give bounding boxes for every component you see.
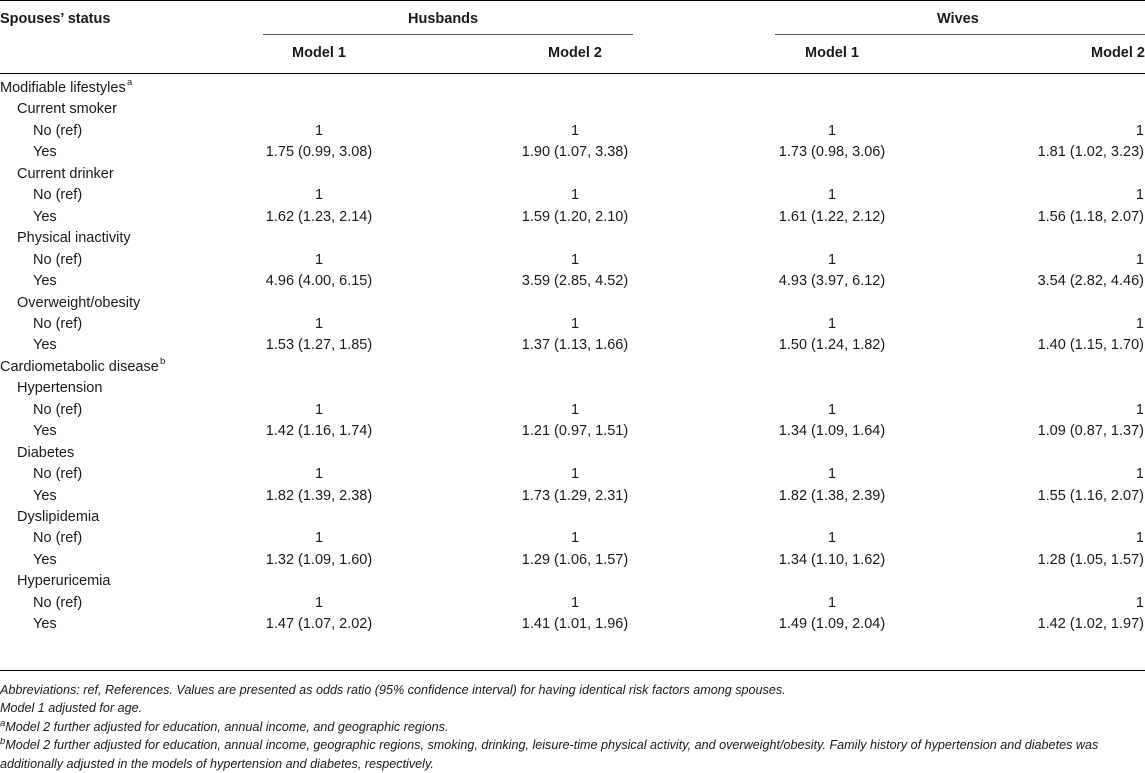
note-a-text: Model 2 further adjusted for education, annual income, and geographic regions. — [5, 719, 449, 734]
husbands-model2-cell: 1 — [570, 401, 580, 418]
row-label: Overweight/obesity — [17, 294, 141, 311]
wives-model2-cell: 1.56 (1.18, 2.07) — [1037, 208, 1144, 225]
group-row — [0, 228, 1145, 249]
row-label: Yes — [33, 144, 57, 161]
wives-model2-cell: 1.81 (1.02, 3.23) — [1037, 144, 1144, 161]
wives-model1-cell: 4.93 (3.97, 6.12) — [778, 273, 886, 290]
wives-model2-cell: 1 — [1135, 466, 1144, 483]
wives-model2-cell: 1 — [1135, 530, 1144, 547]
husbands-model2-cell: 1 — [570, 466, 580, 483]
row-label: No (ref) — [33, 122, 83, 139]
wives-model2-cell: 1.09 (0.87, 1.37) — [1037, 423, 1144, 440]
wives-model1-cell: 1.34 (1.10, 1.62) — [778, 551, 886, 568]
husbands-model2-cell: 1 — [570, 187, 580, 204]
husbands-model2-cell: 1 — [570, 594, 580, 611]
husbands-model2-cell: 3.59 (2.85, 4.52) — [521, 273, 629, 290]
husbands-model1-cell: 1.62 (1.23, 2.14) — [265, 208, 373, 225]
wives-model2-cell: 1 — [1135, 187, 1144, 204]
wives-model1-cell: 1 — [827, 401, 837, 418]
wives-model1-cell: 1.73 (0.98, 3.06) — [778, 144, 886, 161]
wives-model1-cell: 1.34 (1.09, 1.64) — [778, 423, 886, 440]
row-label: No (ref) — [33, 401, 83, 418]
table-row — [0, 400, 1145, 421]
note-a — [0, 718, 1145, 736]
husbands-model2-cell: 1.37 (1.13, 1.66) — [521, 337, 629, 354]
wives-model2-cell: 1 — [1135, 315, 1144, 332]
section-row: Modifiable lifestyles a — [0, 78, 1145, 99]
wives-model1-header: Model 1 — [805, 45, 859, 61]
husbands-model2-header: Model 2 — [548, 45, 602, 61]
wives-model2-cell: 1 — [1135, 251, 1144, 268]
row-label: Physical inactivity — [17, 230, 131, 247]
group-row — [0, 293, 1145, 314]
row-label: Yes — [33, 551, 57, 568]
row-label: Dyslipidemia — [17, 509, 100, 525]
note-b-mark: b — [0, 736, 6, 748]
wives-model1-cell: 1 — [827, 466, 837, 483]
wives-model2-cell: 1.55 (1.16, 2.07) — [1037, 487, 1144, 504]
note-abbreviations: Abbreviations: ref, References. Values are presented as odds ratio (95% confidence interval) for having identical risk factors among spouses. — [0, 683, 786, 697]
row-label: Current drinker — [17, 165, 114, 182]
group-row — [0, 164, 1145, 185]
group-row — [0, 507, 1145, 528]
row-label: Yes — [33, 208, 57, 225]
wives-model1-cell: 1 — [827, 187, 837, 204]
husbands-model2-cell: 1 — [570, 530, 580, 547]
wives-model2-cell: 1.40 (1.15, 1.70) — [1037, 337, 1144, 354]
row-label: Yes — [33, 616, 57, 633]
husbands-model1-cell: 1 — [314, 530, 324, 547]
husbands-model1-header: Model 1 — [292, 45, 346, 61]
top-rule — [0, 0, 1145, 1]
row-label: No (ref) — [33, 466, 83, 483]
row-label: Hypertension — [17, 380, 103, 397]
header-bottom-rule — [0, 73, 1145, 74]
husbands-model1-cell: 1 — [314, 401, 324, 418]
wives-model2-header: Model 2 — [1091, 45, 1145, 61]
row-label: Cardiometabolic disease — [0, 358, 159, 375]
husbands-model1-cell: 4.96 (4.00, 6.15) — [265, 273, 373, 290]
wives-header: Wives — [937, 11, 979, 27]
husbands-model1-cell: 1 — [314, 187, 324, 204]
row-label-header: Spouses’ status — [0, 11, 111, 27]
row-label: No (ref) — [33, 315, 83, 332]
row-label: Current smoker — [17, 101, 117, 118]
row-label: No (ref) — [33, 594, 83, 611]
row-label: No (ref) — [33, 251, 83, 268]
husbands-model1-cell: 1 — [314, 251, 324, 268]
table-row — [0, 550, 1145, 571]
note-a-mark: a — [0, 717, 6, 729]
wives-model1-cell: 1.50 (1.24, 1.82) — [778, 337, 886, 354]
table-row — [0, 142, 1145, 163]
husbands-model1-cell: 1.82 (1.39, 2.38) — [265, 487, 373, 504]
table-footnotes — [0, 681, 1145, 773]
husbands-model1-cell: 1.32 (1.09, 1.60) — [265, 551, 373, 568]
table-row — [0, 121, 1145, 142]
husbands-model2-cell: 1.73 (1.29, 2.31) — [521, 487, 629, 504]
wives-model1-cell: 1.61 (1.22, 2.12) — [778, 208, 886, 225]
wives-model2-cell: 1.42 (1.02, 1.97) — [1037, 616, 1144, 633]
wives-model1-cell: 1 — [827, 122, 837, 139]
husbands-model2-cell: 1.41 (1.01, 1.96) — [521, 616, 629, 633]
husbands-model1-cell: 1 — [314, 466, 324, 483]
row-label: Yes — [33, 273, 57, 290]
wives-span-rule — [775, 34, 1145, 35]
wives-model1-cell: 1 — [827, 594, 837, 611]
husbands-model1-cell: 1.75 (0.99, 3.08) — [265, 144, 373, 161]
husbands-model2-cell: 1.90 (1.07, 3.38) — [521, 144, 629, 161]
table-row — [0, 250, 1145, 271]
husbands-model2-cell: 1.29 (1.06, 1.57) — [521, 551, 629, 568]
section-row: Cardiometabolic disease b — [0, 357, 1145, 378]
bottom-rule — [0, 670, 1145, 671]
table-row — [0, 314, 1145, 335]
wives-model1-cell: 1.82 (1.38, 2.39) — [778, 487, 886, 504]
row-label: Yes — [33, 487, 57, 504]
table-row — [0, 421, 1145, 442]
wives-model2-cell: 1 — [1135, 401, 1144, 418]
husbands-model2-cell: 1 — [570, 251, 580, 268]
wives-model2-cell: 1 — [1135, 594, 1144, 611]
group-row — [0, 378, 1145, 399]
row-label: Yes — [33, 337, 57, 354]
husbands-model1-cell: 1 — [314, 315, 324, 332]
husbands-model2-cell: 1 — [570, 315, 580, 332]
husbands-span-rule — [263, 34, 633, 35]
husbands-model1-cell: 1 — [314, 122, 324, 139]
table-row — [0, 207, 1145, 228]
wives-model2-cell: 3.54 (2.82, 4.46) — [1037, 273, 1144, 290]
table-row — [0, 486, 1145, 507]
wives-model1-cell: 1 — [827, 251, 837, 268]
note-b — [0, 736, 1145, 773]
row-label: No (ref) — [33, 187, 83, 204]
table-row — [0, 528, 1145, 549]
table-row — [0, 185, 1145, 206]
table-row — [0, 271, 1145, 292]
husbands-model1-cell: 1.47 (1.07, 2.02) — [265, 616, 373, 633]
table-row — [0, 464, 1145, 485]
wives-model2-cell: 1.28 (1.05, 1.57) — [1037, 551, 1144, 568]
wives-model1-cell: 1.49 (1.09, 2.04) — [778, 616, 886, 633]
husbands-model1-cell: 1 — [314, 594, 324, 611]
table-row — [0, 335, 1145, 356]
row-label: Modifiable lifestyles — [0, 80, 126, 96]
wives-model1-cell: 1 — [827, 530, 837, 547]
wives-model1-cell: 1 — [827, 315, 837, 332]
table-row — [0, 614, 1145, 635]
husbands-model2-cell: 1.59 (1.20, 2.10) — [521, 208, 629, 225]
husbands-header: Husbands — [408, 11, 479, 27]
table-row — [0, 593, 1145, 614]
wives-model2-cell: 1 — [1135, 122, 1144, 139]
row-label: Hyperuricemia — [17, 573, 111, 590]
husbands-model2-cell: 1 — [570, 122, 580, 139]
husbands-model2-cell: 1.21 (0.97, 1.51) — [521, 423, 629, 440]
husbands-model1-cell: 1.53 (1.27, 1.85) — [265, 337, 373, 354]
note-b-text: Model 2 further adjusted for education, annual income, geographic regions, smoking, drinking, leisure-time physical activity, and overweight/obesity. Family history of hypertension and diabetes was additionally adjusted in the models of hypertension and diabetes, respectively. — [0, 738, 1099, 771]
row-label: Yes — [33, 423, 57, 440]
row-label: No (ref) — [33, 530, 83, 547]
row-label: Diabetes — [17, 444, 75, 461]
group-row — [0, 99, 1145, 120]
husbands-model1-cell: 1.42 (1.16, 1.74) — [265, 423, 373, 440]
group-row — [0, 571, 1145, 592]
group-row — [0, 443, 1145, 464]
note-model1: Model 1 adjusted for age. — [0, 701, 143, 716]
